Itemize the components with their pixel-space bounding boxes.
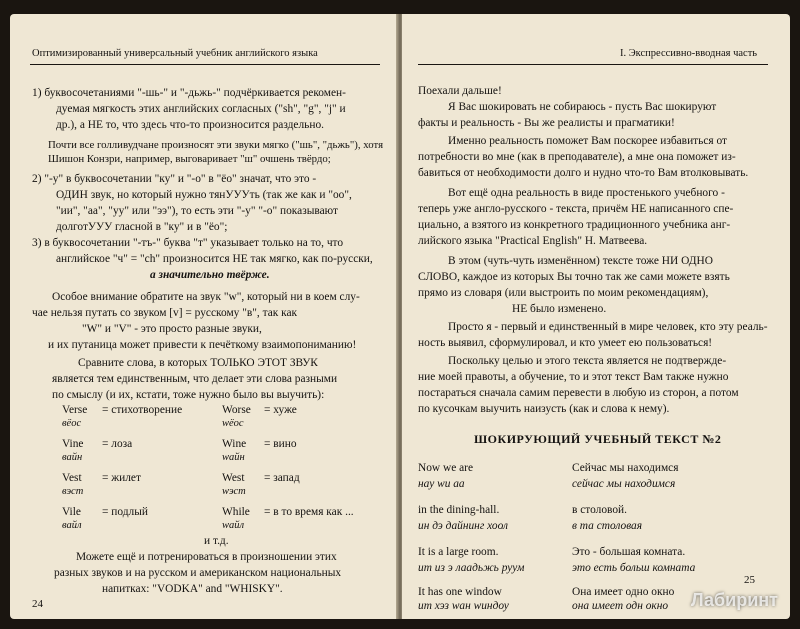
- phrase-russian: в столовой.: [572, 504, 627, 516]
- w-word-translation: = в то время как ...: [264, 506, 354, 518]
- right-page-header: I. Экспрессивно-вводная часть: [620, 48, 758, 59]
- w-word: While: [222, 506, 250, 518]
- phrase-russian: Она имеет одно окно: [572, 586, 675, 598]
- text-line: Особое внимание обратите на звук "w", который ни в коем слу-: [52, 291, 360, 303]
- text-line: постараться сначала самим перевести в любую из сторон, а потом: [418, 387, 739, 399]
- text-line: долготУУУ гласной в "ку" и в "ёо";: [56, 221, 228, 233]
- text-line: СЛОВО, каждое из которых Вы точно так же сами можете взять: [418, 271, 730, 283]
- text-line: теперь уже англо-русского - текста, причём НЕ написанного спе-: [418, 203, 734, 215]
- text-title: ШОКИРУЮЩИЙ УЧЕБНЫЙ ТЕКСТ №2: [474, 432, 722, 446]
- w-word-transcription: wайн: [222, 452, 245, 463]
- text-line: разных звуков и на русском и американском национальных: [54, 567, 342, 579]
- text-line: Вот ещё одна реальность в виде простенького учебного -: [448, 187, 725, 199]
- text-line: 1) буквосочетаниями "-шь-" и "-дьжь-" подчёркивается рекомен-: [32, 87, 346, 99]
- text-line: Поехали дальше!: [418, 85, 502, 97]
- page-number: 24: [32, 598, 43, 610]
- page-number: 25: [744, 574, 755, 586]
- w-word: Wine: [222, 438, 247, 450]
- w-word-translation: = вино: [264, 438, 297, 450]
- text-line: ОДИН звук, но который нужно тянУУУть (так же как и "оо",: [56, 189, 352, 201]
- v-word-translation: = жилет: [102, 472, 141, 484]
- text-line: Именно реальность поможет Вам поскорее избавиться от: [448, 135, 727, 147]
- phrase-literal: это есть больш комната: [572, 562, 696, 574]
- text-line: является тем единственным, что делает эти слова разными: [52, 373, 338, 385]
- phrase-russian: Это - большая комната.: [572, 546, 686, 558]
- text-line: лийского языка "Practical English" Н. Матвеева.: [418, 235, 648, 247]
- v-word: Verse: [62, 404, 88, 416]
- text-line: др.), а НЕ то, что здесь что-то произносится раздельно.: [56, 119, 325, 131]
- text-line: "W" и "V" - это просто разные звуки,: [82, 323, 262, 335]
- text-line: прямо из словаря (или выстроить по моим рекомендациям),: [418, 287, 709, 299]
- header-rule: [418, 64, 768, 65]
- text-line: НЕ было изменено.: [512, 303, 607, 315]
- phrase-literal: она имеет одн окно: [572, 600, 669, 612]
- v-word-transcription: вайн: [62, 452, 83, 463]
- w-word-translation: = хуже: [264, 404, 297, 416]
- text-line: Я Вас шокировать не собираюсь - пусть Вас шокируют: [448, 101, 717, 113]
- v-word-transcription: вайл: [62, 520, 82, 531]
- text-line: "ии", "аа", "уу" или "ээ"), то есть эти "-у" "-о" показывают: [56, 205, 338, 217]
- text-line: Просто я - первый и единственный в мире человек, кто эту реаль-: [448, 321, 768, 333]
- text-line: по кусочкам выучить наизусть (как и слова к нему).: [418, 403, 670, 415]
- book-spread: [10, 14, 790, 619]
- text-line: ние моей правоты, а обучение, то и этот текст Вам также нужно: [418, 371, 729, 383]
- phrase-english: Now we are: [418, 462, 474, 474]
- phrase-transcription: ин дэ дайнинг хоол: [418, 520, 508, 532]
- text-line: В этом (чуть-чуть изменённом) тексте тоже НИ ОДНО: [448, 255, 713, 267]
- phrase-transcription: ит хэз wан wиндоу: [418, 600, 509, 612]
- text-line: дуемая мягкость этих английских согласных ("sh", "g", "j" и: [56, 103, 346, 115]
- text-line: Сравните слова, в которых ТОЛЬКО ЭТОТ ЗВУК: [78, 357, 318, 369]
- w-word: Worse: [222, 404, 251, 416]
- text-line: бавиться от необходимости долго и нудно что-то Вам втолковывать.: [418, 167, 749, 179]
- phrase-english: in the dining-hall.: [418, 504, 500, 516]
- text-line: а значительно твёрже.: [150, 269, 270, 281]
- text-line: напитках: "VODKA" and "WHISKY".: [102, 583, 283, 595]
- text-line: и их путаница может привести к печёткому взаимопониманию!: [48, 339, 357, 351]
- v-word: Vine: [62, 438, 84, 450]
- text-line: 3) в буквосочетании "-тъ-" буква "т" указывает только на то, что: [32, 237, 344, 249]
- v-word-translation: = стихотворение: [102, 404, 183, 416]
- w-word-translation: = запад: [264, 472, 300, 484]
- text-line: ность выявил, сформулировал, и кто умеет ею пользоваться!: [418, 337, 713, 349]
- text-line: Почти все голливудчане произносят эти звуки мягко ("шь", "дьжь"), хотя: [48, 139, 384, 151]
- v-word-translation: = лоза: [102, 438, 133, 450]
- v-word: Vest: [62, 472, 82, 484]
- text-line: Можете ещё и потренироваться в произношении этих: [76, 551, 337, 563]
- text-line: чае нельзя путать со звуком [v] = русскому "в", так как: [32, 307, 298, 319]
- v-word: Vile: [62, 506, 81, 518]
- text-line: потребности во мне (как в преподавателе), а мне она поможет из-: [418, 151, 736, 163]
- phrase-english: It has one window: [418, 586, 502, 598]
- phrase-literal: сейчас мы находимся: [572, 478, 676, 490]
- v-word-transcription: вэст: [62, 486, 84, 497]
- w-word: West: [222, 472, 245, 484]
- right-page: [402, 14, 790, 619]
- v-word-transcription: вёос: [62, 418, 82, 429]
- left-page-header: Оптимизированный универсальный учебник английского языка: [32, 48, 318, 59]
- text-line: Шишон Конзри, например, выговаривает "ш" очшень твёрдо;: [48, 153, 331, 165]
- header-rule: [30, 64, 380, 65]
- phrase-english: It is a large room.: [418, 546, 499, 558]
- text-line: по смыслу (и их, кстати, тоже нужно было вы выучить):: [52, 389, 325, 401]
- phrase-literal: в та столовая: [572, 520, 643, 532]
- phrase-transcription: ит из э лаадьжь руум: [418, 562, 525, 574]
- text-line: 2) "-у" в буквосочетании "ку" и "-о" в "ёо" значат, что это -: [32, 173, 317, 185]
- text-line: факты и реальность - Вы же реалисты и прагматики!: [418, 117, 675, 129]
- text-line: английское "ч" = "ch" произносится НЕ так мягко, как по-русски,: [56, 253, 373, 265]
- text-line: циально, а взятого из конкретного традиционного учебника анг-: [418, 219, 731, 231]
- text-line: и т.д.: [204, 535, 229, 547]
- watermark-logo: Лабиринт: [690, 590, 778, 610]
- w-word-transcription: wайл: [222, 520, 245, 531]
- v-word-translation: = подлый: [102, 506, 148, 518]
- text-line: Поскольку целью и этого текста является не подтвержде-: [448, 355, 727, 367]
- left-page: [10, 14, 398, 619]
- phrase-transcription: нау wи аа: [418, 478, 465, 490]
- w-word-transcription: wэст: [222, 486, 246, 497]
- w-word-transcription: wёос: [222, 418, 244, 429]
- phrase-russian: Сейчас мы находимся: [572, 462, 679, 474]
